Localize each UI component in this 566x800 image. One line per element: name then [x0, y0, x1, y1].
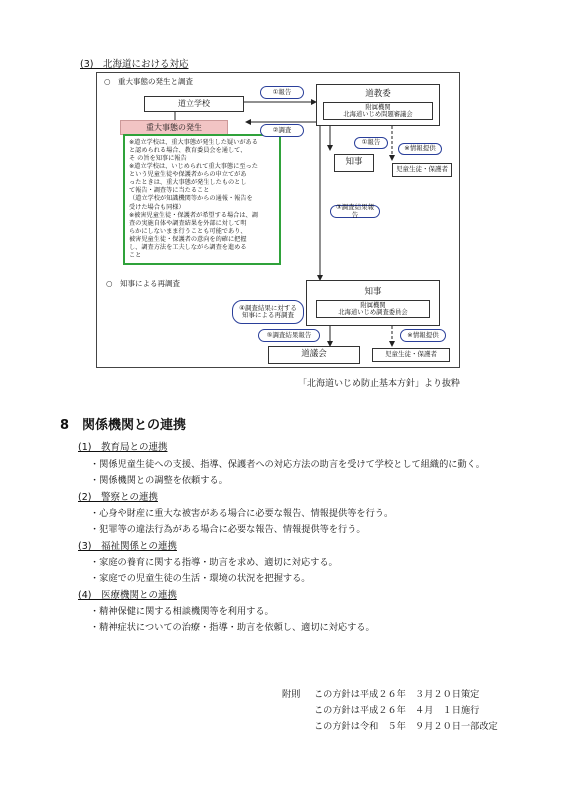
incident-box: 重大事態の発生 [120, 120, 228, 135]
body-line: ・家庭の養育に関する指導・助言を求め、適切に対応する。 [90, 557, 338, 568]
board-sub2: 北海道いじめ問題審議会 [343, 110, 413, 118]
section-8-heading: 8 関係機関との連携 [60, 418, 187, 433]
governor2-sub1: 附属機関 [360, 301, 386, 309]
resurvey-4-oval [232, 300, 304, 324]
appendix-line: この方針は平成２６年 ４月 １日施行 [314, 705, 480, 716]
governor2-box [306, 280, 440, 326]
resurvey-4-line1: ④調査結果に対する [239, 303, 297, 312]
note-line: そ の旨を知事に報告 [129, 155, 187, 163]
sub-heading-2: (2) 警察との連携 [78, 492, 158, 503]
diagram-caption: 「北海道いじめ防止基本方針」より抜粋 [297, 379, 460, 389]
appendix-line: この方針は平成２６年 ３月２０日策定 [314, 689, 480, 700]
sub-heading-3: (3) 福祉関係との連携 [78, 541, 177, 552]
note-line: ったときは、重大事態が発生したものとし [129, 179, 247, 187]
diagram-heading-2: ○ 知事による再調査 [106, 279, 181, 288]
note-line: ※道立学校は、いじめられて重大事態に至った [129, 163, 258, 171]
body-line: ・精神保健に関する相談機関等を利用する。 [90, 606, 274, 617]
school-box: 道立学校 [144, 96, 244, 112]
report-5-oval: ⑤調査結果報告 [258, 329, 320, 342]
note-line: こと [129, 251, 142, 259]
report-1b-oval: ①報告 [354, 137, 388, 149]
report-1-oval: ①報告 [260, 86, 304, 99]
governor2-subbox [316, 300, 430, 318]
note-line: し、調査方法を工夫しながら調査を進める [129, 243, 247, 251]
survey-2-oval: ②調査 [260, 124, 304, 137]
students-box-1: 児童生徒・保護者 [392, 163, 452, 177]
note-line: 受けた場合も同様） [129, 203, 185, 211]
board-sub1: 附属機関 [365, 103, 391, 111]
body-line: ・精神症状についての治療・指導・助言を依頼し、適切に対応する。 [90, 622, 375, 633]
governor2-sub2: 北海道いじめ調査委員会 [338, 308, 408, 316]
note-line: 査の実施自体や調査結果を外部に対して明 [129, 219, 247, 227]
governor2-title: 知事 [364, 286, 382, 297]
note-line: ※道立学校は、重大事態が発生した疑いがある [129, 139, 258, 146]
diagram-heading-1: ○ 重大事態の発生と調査 [104, 77, 194, 86]
appendix-label: 附則 [282, 689, 301, 700]
note-line: （道立学校が知識機関等からの通報・報告を [129, 195, 253, 203]
body-line: ・関係児童生徒への支援、指導、保護者への対応方法の助言を受けて学校として組織的に動く。 [90, 459, 485, 470]
assembly-box: 道議会 [268, 346, 360, 364]
info-provide-oval: ※情報提供 [398, 143, 442, 155]
board-box [316, 84, 440, 126]
board-subbox [323, 102, 433, 120]
note-line: らかにしないまま行うことも可能であり、 [129, 227, 247, 235]
students-box-2: 児童生徒・保護者 [372, 348, 450, 362]
sub-heading-1: (1) 教育局との連携 [78, 442, 168, 453]
governor-box: 知事 [334, 154, 374, 172]
resurvey-4-line2: 知事による再調査 [242, 311, 294, 319]
sub-heading-4: (4) 医療機関との連携 [78, 590, 177, 601]
body-line: ・家庭での児童生徒の生活・環境の状況を把握する。 [90, 573, 311, 584]
note-line: と認められる場合、教育委員会を通して、 [129, 147, 247, 155]
board-title: 道教委 [365, 88, 391, 99]
note-line: という児童生徒や保護者からの申立てがあ [129, 171, 247, 179]
body-line: ・犯罪等の違法行為がある場合に必要な報告、情報提供等を行う。 [90, 524, 366, 535]
info-provide-2-oval: ※情報提供 [400, 329, 446, 342]
note-line: 被害児童生徒・保護者の意向を的確に把握 [129, 235, 247, 243]
body-line: ・心身や財産に重大な被害がある場合に必要な報告、情報提供等を行う。 [90, 508, 394, 519]
appendix-line: この方針は令和 ５年 ９月２０日一部改定 [314, 721, 498, 732]
note-line: ※被害児童生徒・保護者が希望する場合は、調 [129, 211, 258, 219]
section-3-heading: (3) 北海道における対応 [80, 59, 189, 70]
report-3-oval: ③調査結果報告 [330, 205, 380, 218]
incident-notes [123, 134, 281, 265]
body-line: ・関係機関との調整を依頼する。 [90, 475, 228, 486]
note-line: て報告・調査等に当たること [129, 187, 210, 195]
